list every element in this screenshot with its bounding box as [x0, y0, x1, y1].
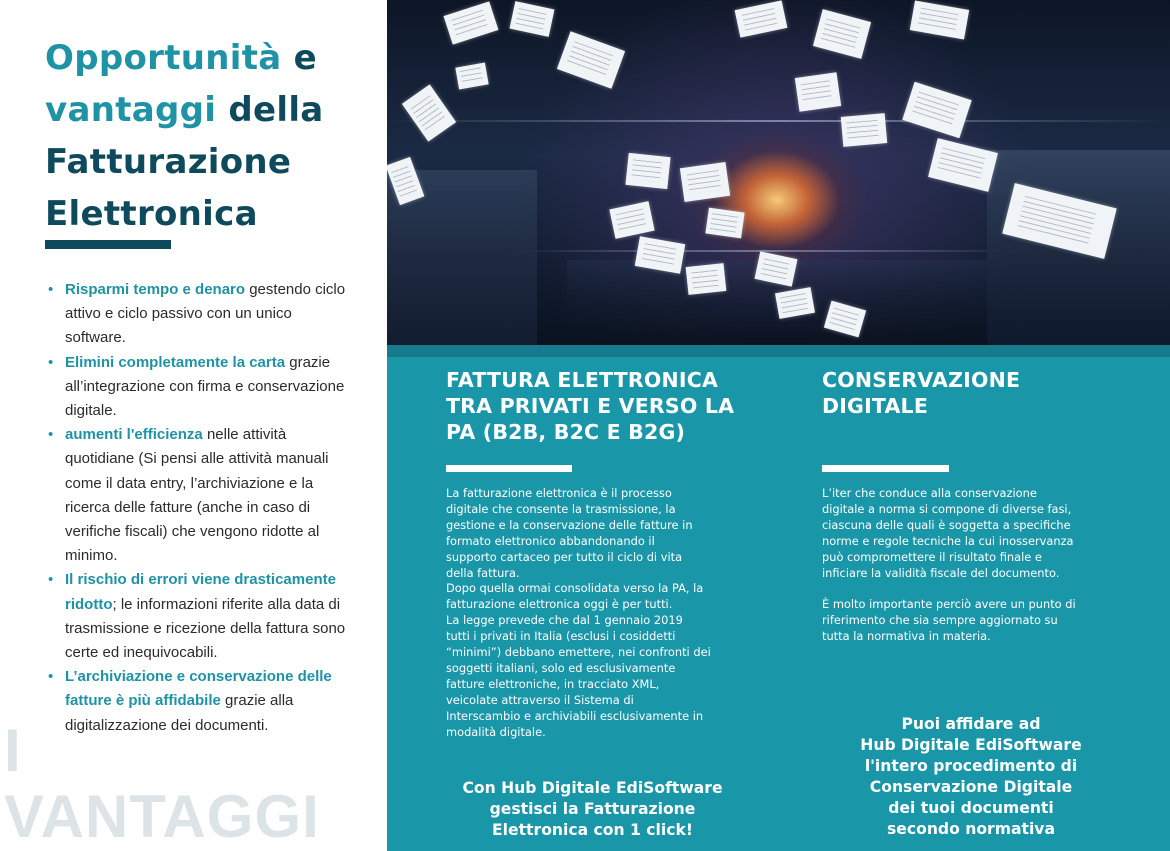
document-graphic: [680, 162, 730, 202]
watermark-text: I VANTAGGI: [4, 717, 320, 850]
list-item: [46, 665, 346, 738]
document-graphic: [557, 31, 625, 88]
title-divider: [45, 240, 171, 249]
list-item: [46, 351, 346, 424]
list-item: [46, 278, 346, 351]
advantages-list: [46, 278, 346, 738]
list-item: [46, 568, 346, 665]
item-text: ; le informazioni riferite alla data di trasmissione e ricezione della fattura sono certe ed inequivocabili.: [65, 595, 346, 662]
section-title-einvoice: FATTURA ELETTRONICA TRA PRIVATI E VERSO LA PA (B2B, B2C E B2G): [446, 368, 735, 444]
document-graphic: [510, 1, 555, 37]
light-streak: [507, 250, 1027, 252]
document-graphic: [625, 153, 670, 189]
item-highlight: L’archiviazione e conservazione delle fatture è più affidabile: [65, 668, 332, 710]
item-highlight: Il rischio di errori viene drasticamente ridotto: [65, 571, 336, 613]
title-word: della: [216, 90, 324, 130]
section-title-conservation: CONSERVAZIONE DIGITALE: [822, 368, 1021, 418]
item-text: grazie alla digitalizzazione dei documenti.: [65, 692, 294, 734]
page-title: [45, 32, 365, 240]
title-word: Opportunità: [45, 38, 282, 78]
document-graphic: [813, 9, 871, 59]
title-word: vantaggi: [45, 90, 217, 130]
section-body-conservation: L’iter che conduce alla conservazione digitale a norma si compone di diverse fasi, ciascuna delle quali è soggetta a specifiche norme e regole tecniche la cui inosservanza può compromettere il risultato finale e inficiare la validità fiscale del documento. È molto importante perciò avere un punto di riferimento che sia sempre aggiornato su tutta la normativa in materia.: [822, 486, 1076, 644]
document-graphic: [928, 138, 998, 192]
document-graphic: [902, 82, 971, 139]
document-graphic: [910, 0, 969, 39]
light-streak: [387, 120, 1170, 122]
document-graphic: [402, 84, 456, 141]
document-graphic: [609, 201, 654, 239]
title-word: e: [281, 38, 318, 78]
item-text: gestendo ciclo attivo e ciclo passivo con un unico software.: [65, 281, 346, 347]
document-graphic: [444, 1, 499, 44]
item-text: grazie all’integrazione con firma e conservazione digitale.: [65, 353, 345, 420]
callout-einvoice: Con Hub Digitale EdiSoftware gestisci la Fatturazione Elettronica con 1 click!: [462, 779, 723, 839]
panel-top-band: [387, 345, 1170, 357]
document-graphic: [841, 113, 887, 147]
document-graphic: [795, 72, 841, 112]
document-graphic: [455, 63, 488, 90]
hero-image: [387, 0, 1170, 345]
document-graphic: [735, 0, 788, 37]
document-graphic: [705, 208, 744, 239]
title-word: Elettronica: [45, 194, 258, 234]
item-highlight: Elimini completamente la carta: [65, 353, 286, 371]
item-highlight: Risparmi tempo e denaro: [65, 281, 246, 298]
document-graphic: [686, 263, 727, 295]
section-divider: [446, 465, 572, 472]
left-column: [0, 0, 387, 851]
callout-conservation: Puoi affidare ad Hub Digitale EdiSoftware l'intero procedimento di Conservazione Digitale dei tuoi documenti secondo normativa: [860, 715, 1082, 838]
list-item: [46, 423, 346, 568]
item-highlight: aumenti l'efficienza: [65, 426, 203, 444]
title-word: Fatturazione: [45, 142, 292, 182]
item-text: nelle attività quotidiane (Si pensi alle attività manuali come il data entry, l’archiviazione e la ricerca delle fatture (anche in caso di verifiche fiscali) che vengono ridotte al minimo.: [65, 426, 329, 565]
section-divider: [822, 465, 949, 472]
section-body-einvoice: La fatturazione elettronica è il processo digitale che consente la trasmissione, la gestione e la conservazione delle fatture in formato elettronico abbandonando il supporto cartaceo per tutto il ciclo di vita della fattura. Dopo quella ormai consolidata verso la PA, la fatturazione elettronica oggi è per tutti. La legge prevede che dal 1 gennaio 2019 tutti i privati in Italia (esclusi i cosiddetti “minimi”) debbano emettere, nei confronti dei soggetti italiani, solo ed esclusivamente fatture elettroniche, in tracciato XML, veicolate attraverso il Sistema di Interscambio e archiviabili esclusivamente in modalità digitale.: [446, 486, 711, 739]
